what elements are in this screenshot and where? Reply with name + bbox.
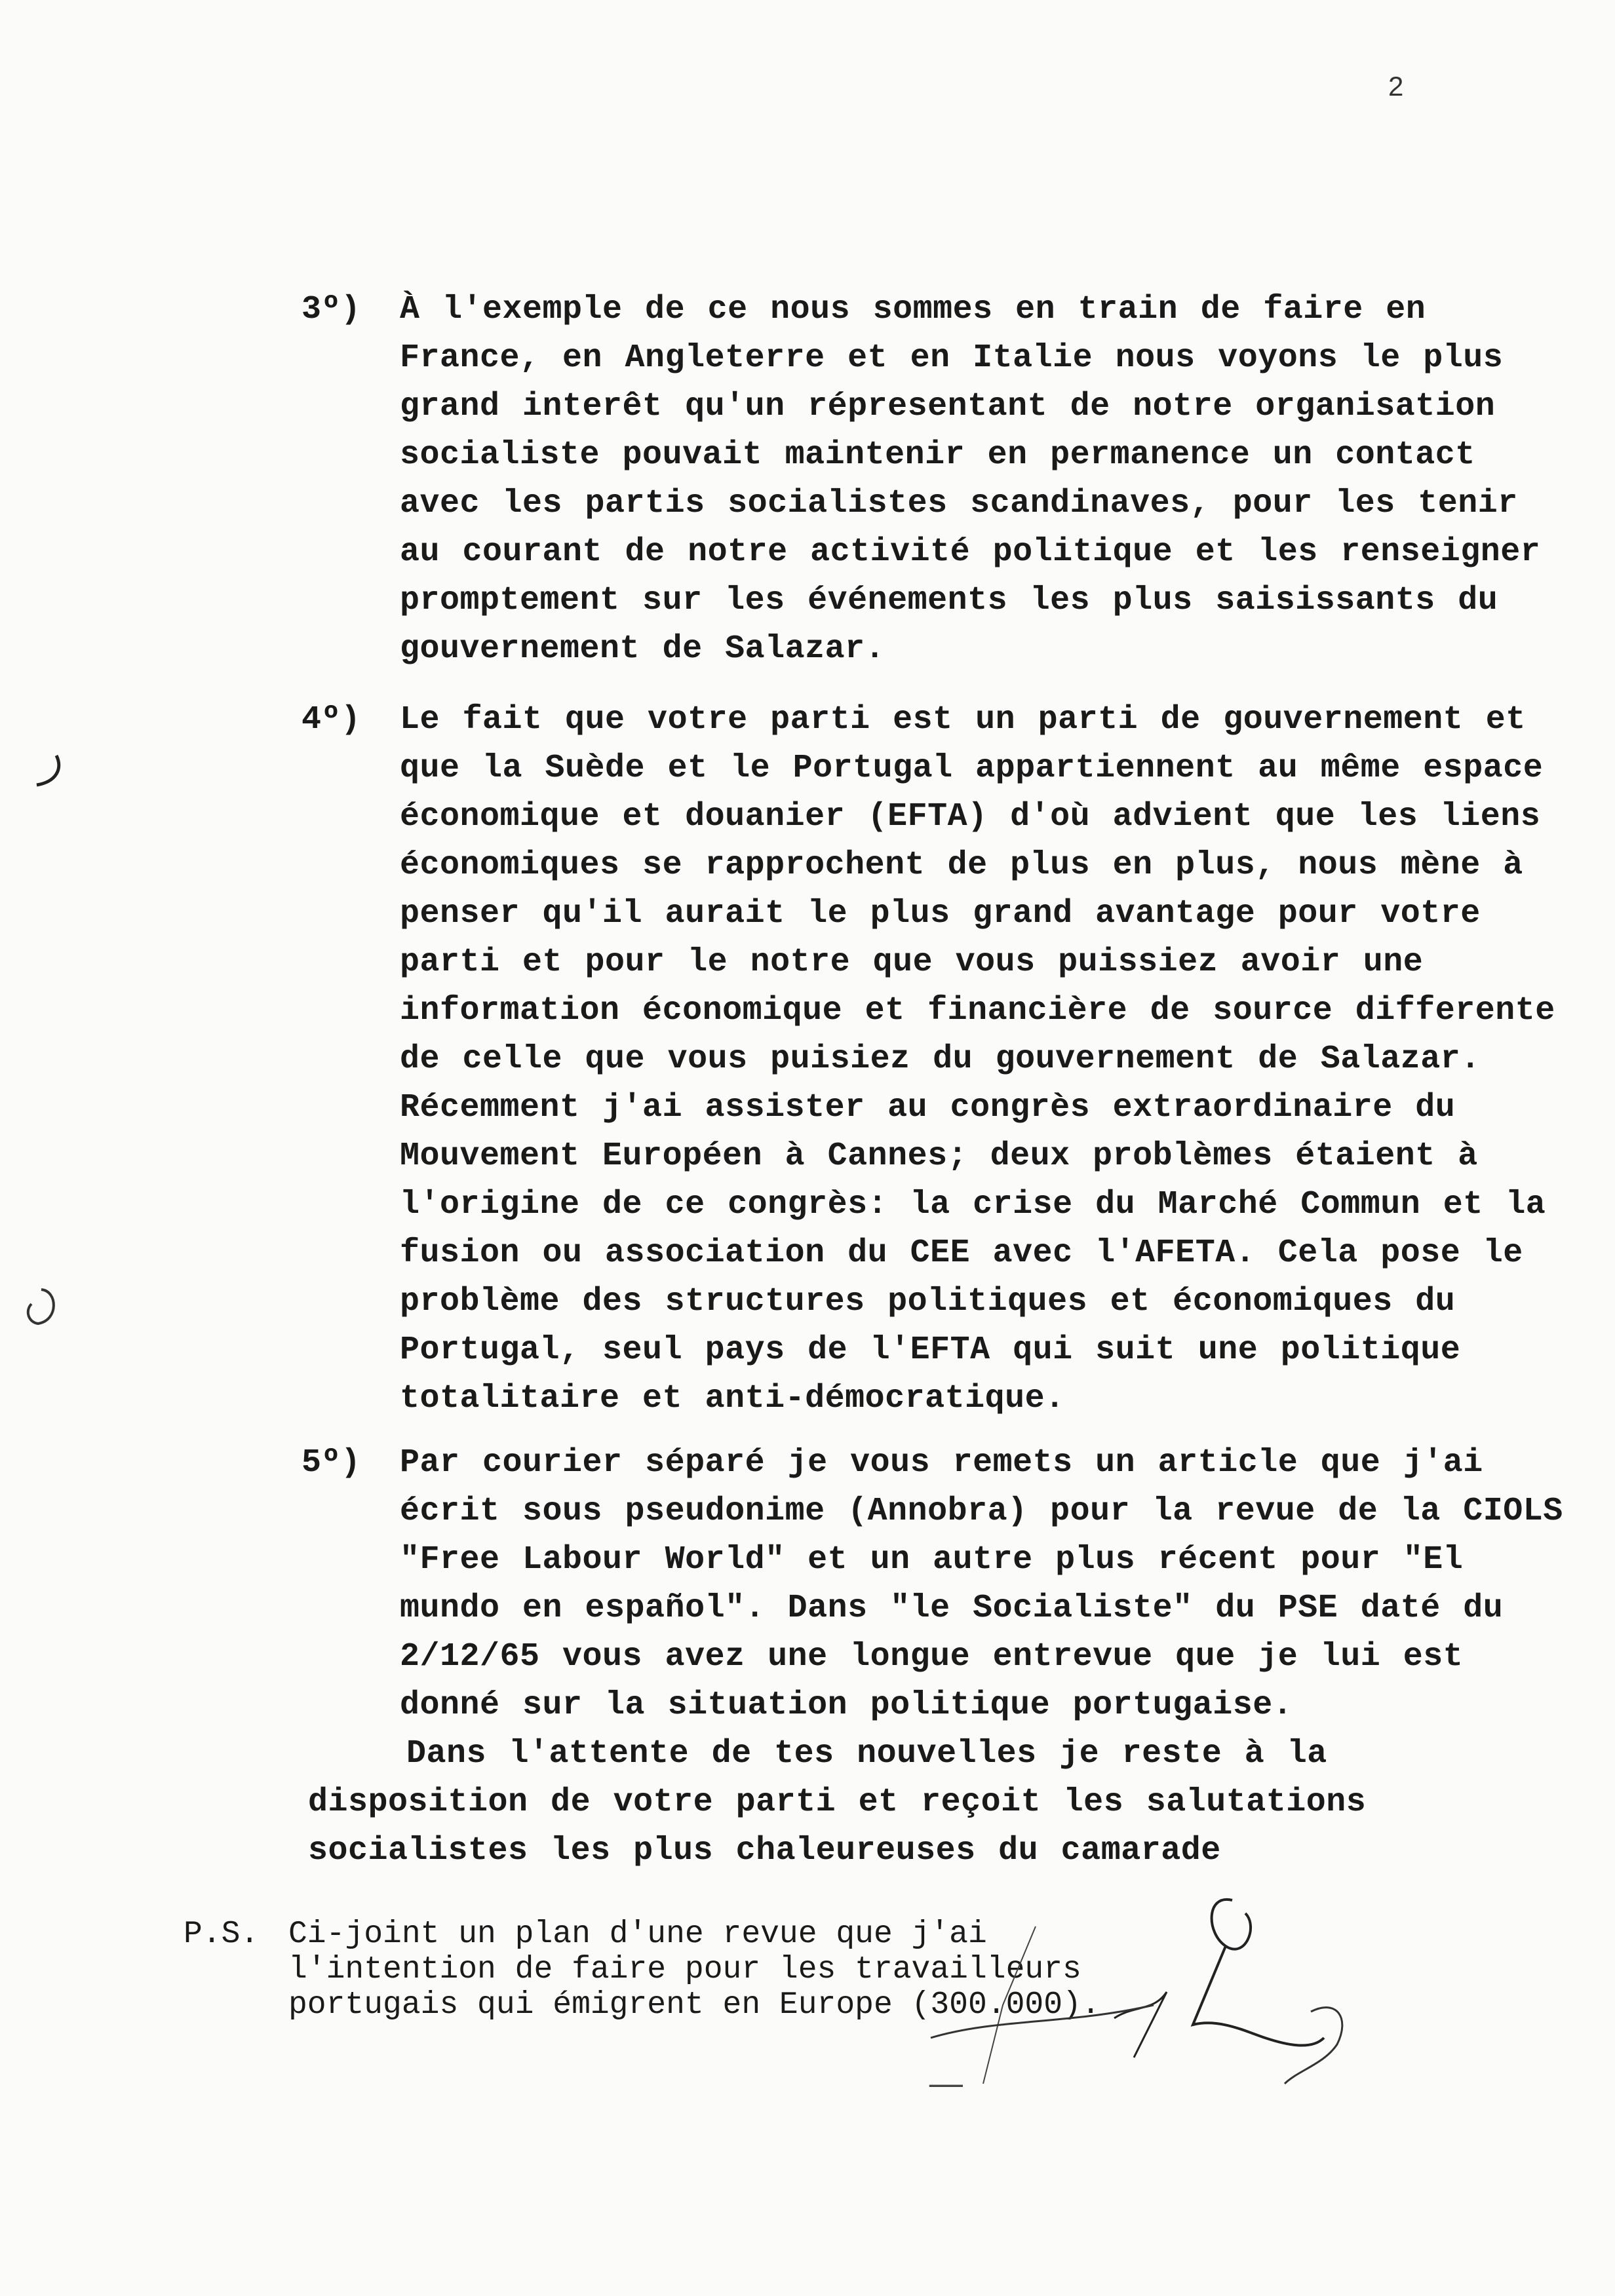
item-number: 5º) [302,1444,361,1482]
ps-label: P.S. [184,1917,260,1952]
item-text: À l'exemple de ce nous sommes en train de faire en France, en Angleterre et en Italie nous voyons le plus grand interêt qu'un répresentant de notre organisation socialiste pouvait maintenir en permanence un contact avec les partis socialistes scandinaves, pour les tenir au courant de notre activité politique et les renseigner promptement sur les événements les plus saisissants du gouvernement de Salazar. [400,291,1541,668]
ps-text: Ci-joint un plan d'une revue que j'ai l'intention de faire pour les travailleurs portugais qui émigrent en Europe (300.000). [288,1917,1100,2023]
list-item-5 [302,1439,1573,1734]
closing-paragraph: Dans l'attente de tes nouvelles je reste à la disposition de votre parti et reçoit les salutations socialistes les plus chaleureuses du camarade [308,1735,1367,1869]
punch-hole-mark [18,1284,64,1330]
list-item-4 [302,696,1573,1436]
list-item-3 [302,286,1573,679]
page-number: 2 [1388,71,1404,102]
handwritten-signature [918,1887,1416,2110]
item-number: 4º) [302,701,361,738]
item-number: 3º) [302,291,361,328]
margin-mark [30,752,69,792]
item-text: Le fait que votre parti est un parti de gouvernement et que la Suède et le Portugal appartiennent au même espace économique et douanier (EFTA) d'où advient que les liens économiques se rapprochent de plus en plus, nous mène à penser qu'il aurait le plus grand avantage pour votre parti et pour le notre que vous puissiez avoir une information économique et financière de source differente de celle que vous puisiez du gouvernement de Salazar. Récemment j'ai assister au congrès extraordinaire du Mouvement Européen à Cannes; deux problèmes étaient à l'origine de ce congrès: la crise du Marché Commun et la fusion ou association du CEE avec l'AFETA. Cela pose le problème des structures politiques et économiques du Portugal, seul pays de l'EFTA qui suit une politique totalitaire et anti-démocratique. [400,701,1555,1417]
item-text: Par courier séparé je vous remets un article que j'ai écrit sous pseudonime (Annobra) pour la revue de la CIOLS "Free Labour World" et un autre plus récent pour "El mundo en español". Dans "le Socialiste" du PSE daté du 2/12/65 vous avez une longue entrevue que je lui est donné sur la situation politique portugaise. [400,1444,1563,1724]
stamp-mark: ▔▔▔ [929,2085,963,2101]
